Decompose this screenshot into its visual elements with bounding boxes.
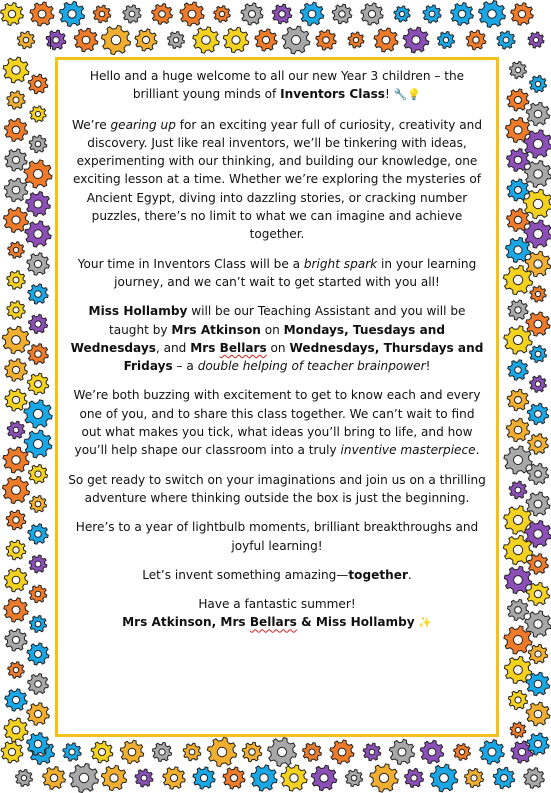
adventure-paragraph: So get ready to switch on your imaginations and join us on a thrilling adventure where thinking outside the box is just the beginning. — [68, 472, 486, 505]
gear-icon — [24, 160, 52, 188]
gear-icon — [255, 29, 277, 51]
gear-icon — [242, 742, 262, 762]
gear-icon — [282, 26, 310, 54]
gear-icon — [251, 765, 277, 791]
gear-icon — [6, 510, 26, 530]
gear-icon — [193, 27, 219, 53]
gear-icon — [1, 741, 23, 763]
gear-icon — [374, 28, 398, 52]
gear-icon — [361, 3, 383, 25]
gear-icon — [530, 286, 546, 302]
gear-icon — [345, 769, 362, 786]
gear-icon — [29, 585, 47, 603]
gear-icon — [511, 3, 534, 26]
gear-icon — [28, 344, 49, 365]
gear-icon — [93, 5, 111, 23]
gear-icon — [506, 418, 529, 441]
gear-icon — [510, 62, 527, 79]
gear-icon — [530, 376, 547, 393]
gear-icon — [1, 3, 24, 26]
gear-icon — [70, 764, 99, 793]
gear-icon — [30, 106, 46, 122]
gear-icon — [330, 740, 354, 764]
ta-name: Miss Hollamby — [88, 304, 188, 319]
gear-icon — [526, 702, 550, 726]
bright-spark-paragraph: Your time in Inventors Class will be a bright spark in your learning journey, and we can’t wait to get started with you all! — [77, 256, 477, 289]
gear-icon — [30, 616, 47, 633]
gear-icon — [28, 284, 48, 304]
gear-icon — [24, 400, 52, 428]
gear-icon — [168, 32, 185, 49]
gear-icon — [311, 765, 336, 790]
gear-icon — [507, 389, 529, 411]
gear-icon — [180, 2, 204, 26]
gear-icon — [4, 568, 28, 592]
gear-icon — [497, 31, 515, 49]
gear-icon — [508, 300, 528, 320]
gear-icon — [451, 3, 474, 26]
gear-icon — [29, 465, 48, 484]
gear-icon — [390, 740, 415, 765]
gear-icon — [394, 6, 410, 22]
gear-icon — [465, 769, 484, 788]
gear-icon — [30, 496, 47, 513]
gear-icon — [454, 744, 471, 761]
gear-icon — [4, 118, 27, 141]
gear-icon — [135, 29, 157, 51]
gear-icon — [7, 301, 25, 319]
gear-icon — [507, 179, 529, 201]
gear-icon — [466, 30, 486, 50]
gear-icon — [509, 481, 527, 499]
gear-icon — [423, 5, 441, 23]
welcome-letter — [55, 57, 499, 737]
sparkles-icon: ✨ — [414, 616, 432, 630]
gear-icon — [28, 674, 49, 695]
gear-icon — [526, 672, 549, 695]
gear-icon — [120, 740, 143, 763]
gear-icon — [223, 27, 248, 52]
gear-icon — [8, 242, 25, 259]
gear-icon — [303, 743, 322, 762]
wrench-lightbulb-icon: 🔧💡 — [393, 88, 422, 102]
gear-icon — [370, 764, 398, 792]
gear-icon — [508, 690, 527, 709]
intro-paragraph: We’re gearing up for an exciting year full of curiosity, creativity and discovery. Just like real inventors, we’ll be tinkering with ideas, experimenting with our thinking, and building our knowledge, one exciting lesson at a time. Whether we’re exploring the mysteries of Ancient Egypt, diving into dazzling stories, or cracking number puzzles, there’s no limit to what we can imagine and achieve together. — [71, 117, 483, 242]
gear-icon — [8, 662, 25, 679]
gear-icon — [281, 765, 307, 791]
gear-icon — [27, 703, 50, 726]
gear-icon — [480, 740, 505, 765]
gear-icon — [123, 5, 141, 23]
gear-icon — [405, 769, 424, 788]
gear-icon — [135, 769, 153, 787]
gear-icon — [3, 447, 29, 473]
gear-icon — [183, 743, 201, 761]
gear-icon — [479, 1, 506, 28]
gear-icon — [3, 477, 30, 504]
gear-icon — [59, 1, 84, 26]
year-wishes-paragraph: Here’s to a year of lightbulb moments, brilliant breakthroughs and joyful learning! — [75, 520, 479, 553]
gear-icon — [510, 722, 526, 738]
gear-icon — [29, 135, 47, 153]
greeting-paragraph: Hello and a huge welcome to all our new Year 3 children – the brilliant young minds of Inventors Class! 🔧💡 — [89, 69, 465, 102]
gear-icon — [528, 434, 549, 455]
teacher-two-name: Mrs Bellars — [190, 340, 267, 355]
gear-icon — [4, 208, 29, 233]
gear-icon — [214, 6, 231, 23]
gear-icon — [30, 2, 54, 26]
teacher-one-name: Mrs Atkinson — [171, 322, 261, 337]
gear-icon — [223, 767, 245, 789]
gear-icon — [91, 741, 113, 763]
gear-icon — [74, 28, 98, 52]
text-cursor — [50, 37, 51, 49]
gear-icon — [430, 764, 458, 792]
gear-icon — [528, 644, 547, 663]
gear-icon — [528, 554, 549, 575]
gear-icon — [4, 718, 28, 742]
gear-icon — [507, 89, 529, 111]
gear-icon — [27, 643, 49, 665]
gear-icon — [24, 430, 52, 458]
gear-icon — [272, 4, 292, 24]
gear-icon — [16, 770, 33, 787]
gear-icon — [241, 3, 263, 25]
gear-icon — [152, 742, 171, 761]
gear-icon — [5, 149, 27, 171]
gear-icon — [7, 271, 26, 290]
gear-icon — [363, 743, 381, 761]
gear-icon — [27, 373, 48, 394]
gear-icon — [332, 4, 352, 24]
gear-icon — [268, 738, 297, 767]
gear-icon — [527, 403, 548, 424]
excitement-paragraph: We’re both buzzing with excitement to get to know each and every one of you, and to share this class together. We can’t wait to find out what makes you tick, what ideas you’ll bring to life, and how you’ll help shape our classroom into a truly inventive masterpiece. — [73, 388, 481, 458]
gear-icon — [438, 32, 455, 49]
gear-icon — [5, 359, 28, 382]
gear-icon — [207, 737, 236, 766]
gear-icon — [316, 30, 336, 50]
gear-icon — [163, 767, 185, 789]
gear-icon — [528, 32, 544, 48]
signoff: Mrs Atkinson, Mrs Bellars & Miss Hollamby ✨ — [122, 615, 432, 630]
gear-icon — [2, 326, 29, 353]
gear-icon — [193, 767, 215, 789]
gear-icon — [526, 582, 549, 605]
gear-icon — [7, 421, 25, 439]
gear-icon — [6, 540, 26, 560]
gear-icon — [420, 740, 443, 763]
gear-icon — [7, 91, 25, 109]
gear-icon — [28, 524, 48, 544]
gear-icon — [530, 76, 547, 93]
gear-icon — [348, 32, 364, 48]
gear-icon — [3, 57, 29, 83]
gear-icon — [29, 555, 47, 573]
staff-paragraph: Miss Hollamby will be our Teaching Assistant and you will be taught by Mrs Atkinson on Mondays, Tuesdays and Wednesdays, and Mrs Bellars on Wednesdays, Thursdays and Fridays – a double helping of teacher brainpower! — [70, 304, 484, 374]
gear-icon — [526, 102, 549, 125]
gear-icon — [525, 161, 551, 188]
gear-icon — [43, 767, 66, 790]
gear-icon — [5, 389, 27, 411]
gear-icon — [507, 599, 528, 620]
gear-icon — [5, 629, 27, 651]
gear-icon — [17, 31, 34, 48]
gear-icon — [5, 689, 27, 711]
gear-icon — [300, 2, 324, 26]
gear-icon — [63, 743, 81, 761]
gear-icon — [101, 25, 130, 54]
gear-icon — [403, 27, 429, 53]
gear-icon — [508, 360, 528, 380]
gear-icon — [27, 253, 49, 275]
gear-icon — [101, 765, 126, 790]
together-paragraph: Let’s invent something amazing—together. — [142, 567, 412, 582]
gear-icon — [152, 4, 173, 25]
gear-icon — [4, 598, 28, 622]
gear-icon — [527, 463, 548, 484]
gear-icon — [4, 178, 27, 201]
gear-icon — [26, 192, 51, 217]
gear-icon — [530, 346, 547, 363]
gear-icon — [524, 768, 545, 789]
summer-wish: Have a fantastic summer! — [198, 597, 356, 612]
gear-icon — [28, 314, 47, 333]
gear-icon — [28, 74, 48, 94]
gear-icon — [493, 767, 514, 788]
gear-icon — [25, 221, 51, 247]
